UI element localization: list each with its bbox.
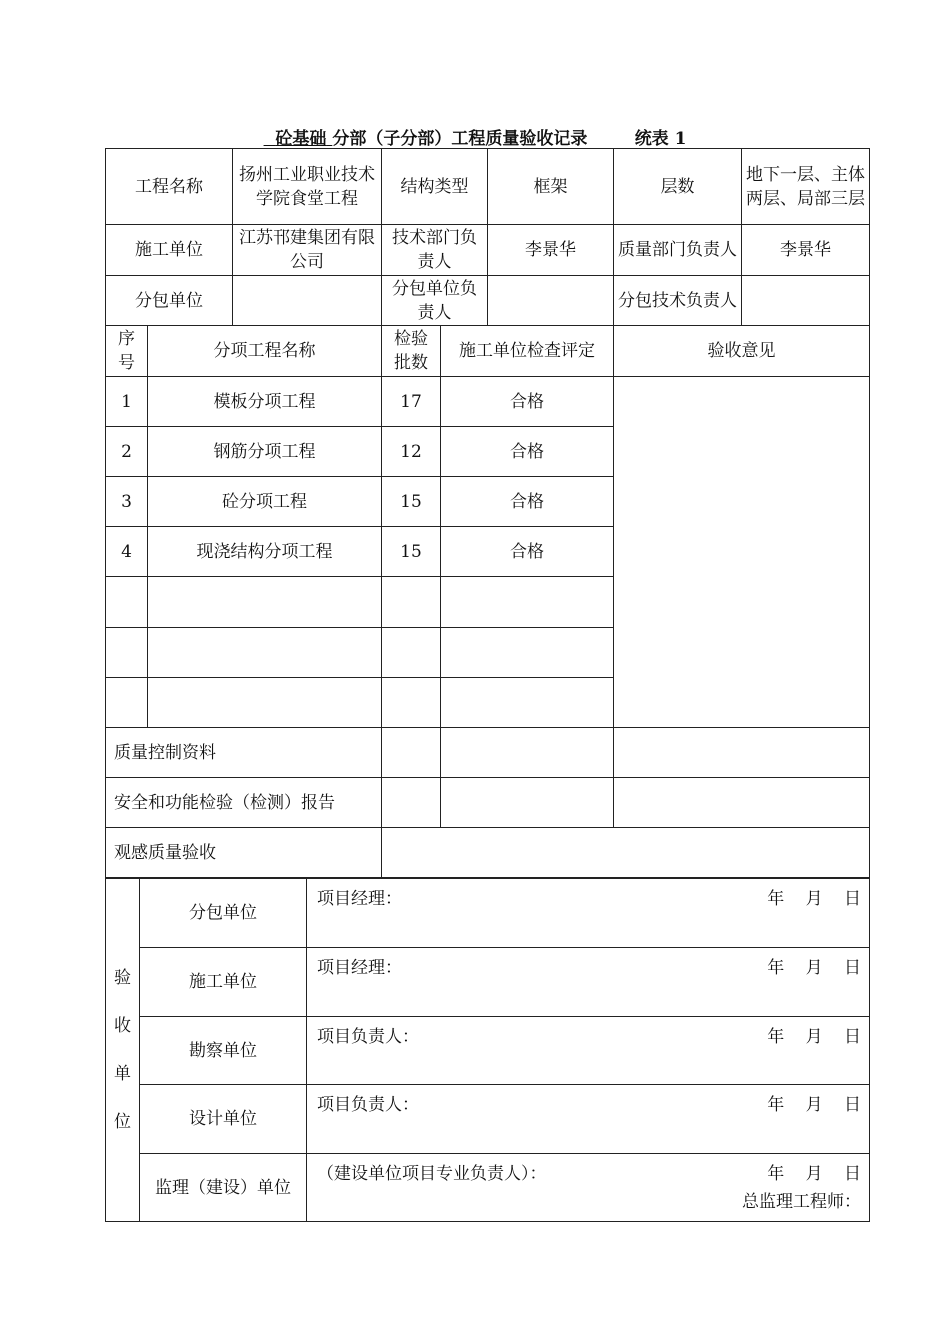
signature-cell [307,1085,870,1154]
row-eval [441,678,614,728]
sub-items-table [105,325,870,878]
row-name: 钢筋分项工程 [148,427,382,477]
quality-docs-eval [441,728,614,778]
vertical-char: 单 [114,1064,131,1084]
subcontractor-value [233,276,382,326]
row-batches [382,628,441,678]
row-seq: 3 [106,477,148,527]
form-title [0,124,950,149]
row-name: 模板分项工程 [148,377,382,427]
row-seq: 4 [106,527,148,577]
row-eval: 合格 [441,427,614,477]
unit-name: 勘察单位 [140,1017,307,1085]
vertical-char: 位 [114,1112,131,1132]
vertical-char: 验 [114,968,131,988]
signer-label: 项目负责人： [317,1026,419,1047]
tech-head-label: 技术部门负责人 [382,225,488,276]
structure-type-label: 结构类型 [382,149,488,225]
row-seq [106,628,148,678]
quality-docs-opinion [614,728,870,778]
row-name [148,628,382,678]
header-seq: 序号 [106,326,148,377]
signature-cell [307,879,870,948]
row-batches [382,678,441,728]
floors-label: 层数 [614,149,742,225]
safety-report-batches [382,778,441,828]
title-main: 分部（子分部）工程质量验收记录 [332,129,588,149]
row-eval [441,628,614,678]
header-self-eval: 施工单位检查评定 [441,326,614,377]
row-batches: 17 [382,377,441,427]
row-batches [382,577,441,628]
row-seq: 1 [106,377,148,427]
quality-head-label: 质量部门负责人 [614,225,742,276]
title-suffix: 统表 1 [634,129,687,149]
unit-name: 分包单位 [140,879,307,948]
safety-report-opinion [614,778,870,828]
date-label: 年 月 日 [767,958,861,978]
appearance-label: 观感质量验收 [106,828,382,878]
structure-type-value: 框架 [488,149,614,225]
appearance-value [382,828,870,878]
signer-label: 项目经理： [317,958,402,978]
row-name [148,678,382,728]
header-name: 分项工程名称 [148,326,382,377]
subcontractor-label: 分包单位 [106,276,233,326]
opinion-cell [614,377,870,728]
row-seq [106,577,148,628]
sub-head-value [488,276,614,326]
row-eval: 合格 [441,477,614,527]
row-eval [441,577,614,628]
acceptance-vertical-label [106,879,140,1222]
row-name [148,577,382,628]
tech-head-value: 李景华 [488,225,614,276]
quality-head-value: 李景华 [742,225,870,276]
row-eval: 合格 [441,377,614,427]
floors-value: 地下一层、主体两层、局部三层 [742,149,870,225]
top-signer-label: 总监理工程师： [742,1191,861,1212]
row-name: 现浇结构分项工程 [148,527,382,577]
contractor-value: 江苏邗建集团有限公司 [233,225,382,276]
row-batches: 12 [382,427,441,477]
sub-tech-label: 分包技术负责人 [614,276,742,326]
sub-tech-value [742,276,870,326]
date-label: 年 月 日 [767,889,861,909]
quality-docs-batches [382,728,441,778]
unit-name: 施工单位 [140,948,307,1017]
title-subject: 砼基础 [275,129,327,149]
signature-cell [307,1017,870,1085]
contractor-label: 施工单位 [106,225,233,276]
unit-name: 监理（建设）单位 [140,1154,307,1222]
row-seq: 2 [106,427,148,477]
safety-report-eval [441,778,614,828]
header-opinion: 验收意见 [614,326,870,377]
date-label: 年 月 日 [767,1026,861,1047]
acceptance-table [105,878,870,1222]
table-row [106,377,870,427]
date-label: 年 月 日 [767,1095,861,1115]
row-seq [106,678,148,728]
signer-label: （建设单位项目专业负责人）： [317,1163,547,1184]
quality-docs-label: 质量控制资料 [106,728,382,778]
signature-cell [307,1154,870,1222]
row-eval: 合格 [441,527,614,577]
project-name-value: 扬州工业职业技术学院食堂工程 [233,149,382,225]
header-batches: 检验批数 [382,326,441,377]
signer-label: 项目负责人： [317,1095,419,1115]
project-name-label: 工程名称 [106,149,233,225]
vertical-char: 收 [114,1016,131,1036]
unit-name: 设计单位 [140,1085,307,1154]
safety-report-label: 安全和功能检验（检测）报告 [106,778,382,828]
signature-cell [307,948,870,1017]
sub-head-label: 分包单位负责人 [382,276,488,326]
signer-label: 项目经理： [317,889,402,909]
project-info-table [105,148,870,326]
row-batches: 15 [382,527,441,577]
row-batches: 15 [382,477,441,527]
date-label: 年 月 日 [767,1163,861,1184]
row-name: 砼分项工程 [148,477,382,527]
